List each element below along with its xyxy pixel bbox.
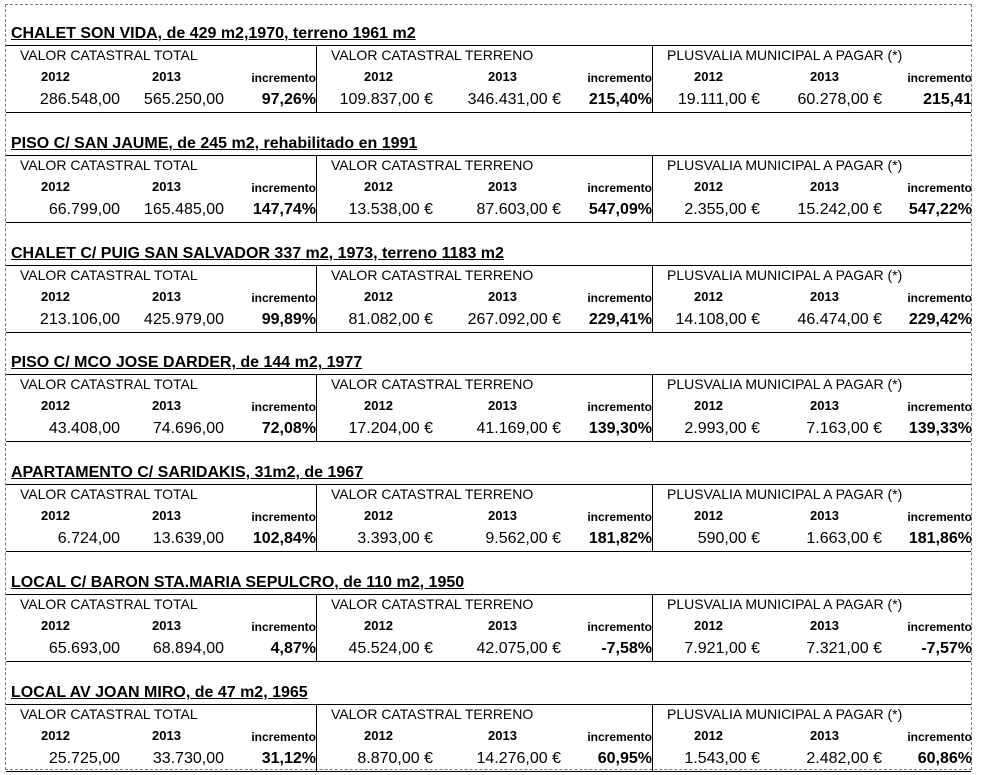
valor-catastral-total-section: [6, 705, 316, 771]
section-header: VALOR CATASTRAL TOTAL: [20, 486, 198, 503]
plusvalia-2012-value: 1.543,00 €: [684, 749, 760, 767]
valor-catastral-terreno-section: [316, 595, 652, 661]
terreno-increment-value: 60,95%: [597, 749, 652, 767]
plusvalia-increment-value: 215,41: [923, 91, 972, 108]
total-increment-value: 147,74%: [252, 200, 316, 218]
year-2012-label: 2012: [364, 618, 393, 633]
plusvalia-2012-value: 2.993,00 €: [684, 420, 760, 438]
total-increment-value: 31,12%: [261, 749, 316, 767]
incremento-label: incremento: [587, 400, 652, 415]
plusvalia-2013-value: 60.278,00 €: [797, 91, 882, 108]
plusvalia-2012-value: 590,00 €: [697, 530, 760, 548]
total-2013-value: 165.485,00: [143, 200, 224, 218]
plusvalia-section: [652, 46, 972, 112]
total-2012-value: 43.408,00: [48, 420, 120, 438]
year-2013-label: 2013: [152, 508, 181, 524]
incremento-label: incremento: [907, 180, 972, 195]
values-table: [6, 265, 971, 333]
valor-catastral-total-section: [6, 595, 316, 661]
incremento-label: incremento: [251, 71, 316, 85]
plusvalia-2013-value: 2.482,00 €: [806, 749, 882, 767]
valor-catastral-total-section: [6, 156, 316, 222]
terreno-2013-value: 14.276,00 €: [476, 749, 561, 767]
property-title: APARTAMENTO C/ SARIDAKIS, 31m2, de 1967: [11, 464, 364, 482]
section-header: VALOR CATASTRAL TOTAL: [20, 156, 198, 173]
year-2012-label: 2012: [364, 178, 393, 194]
year-2012-label: 2012: [41, 178, 70, 194]
total-2012-value: 25.725,00: [48, 749, 120, 767]
section-header: VALOR CATASTRAL TERRENO: [331, 705, 534, 722]
total-increment-value: 99,89%: [261, 310, 316, 328]
total-2012-value: 286.548,00: [39, 91, 120, 108]
plusvalia-increment-value: 139,33%: [908, 420, 972, 438]
plusvalia-increment-value: 60,86%: [917, 749, 972, 767]
section-header: PLUSVALIA MUNICIPAL A PAGAR (*): [667, 376, 903, 393]
terreno-2012-value: 13.538,00 €: [348, 200, 433, 218]
section-header: VALOR CATASTRAL TERRENO: [331, 266, 534, 283]
total-2013-value: 68.894,00: [152, 640, 224, 657]
terreno-2013-value: 42.075,00 €: [476, 640, 561, 657]
terreno-2012-value: 17.204,00 €: [348, 420, 433, 438]
year-2012-label: 2012: [364, 398, 393, 414]
section-header: VALOR CATASTRAL TOTAL: [20, 266, 198, 283]
year-2013-label: 2013: [488, 508, 517, 524]
section-header: VALOR CATASTRAL TOTAL: [20, 596, 198, 612]
values-table: [6, 594, 971, 662]
section-header: VALOR CATASTRAL TOTAL: [20, 376, 198, 393]
year-2013-label: 2013: [810, 178, 839, 194]
incremento-label: incremento: [907, 71, 972, 85]
incremento-label: incremento: [587, 620, 652, 634]
year-2012-label: 2012: [694, 618, 723, 633]
year-2012-label: 2012: [694, 69, 723, 84]
year-2013-label: 2013: [152, 727, 181, 743]
plusvalia-section: [652, 595, 972, 661]
year-2013-label: 2013: [152, 398, 181, 414]
valor-catastral-total-section: [6, 46, 316, 112]
values-table: [6, 374, 971, 442]
year-2013-label: 2013: [488, 178, 517, 194]
year-2012-label: 2012: [41, 508, 70, 524]
section-header: VALOR CATASTRAL TERRENO: [331, 47, 534, 63]
section-header: VALOR CATASTRAL TOTAL: [20, 705, 198, 722]
year-2012-label: 2012: [364, 508, 393, 524]
valor-catastral-terreno-section: [316, 46, 652, 112]
terreno-increment-value: 215,40%: [588, 91, 652, 108]
year-2013-label: 2013: [810, 288, 839, 304]
plusvalia-2012-value: 2.355,00 €: [684, 200, 760, 218]
property-block: [6, 554, 971, 664]
section-header: VALOR CATASTRAL TERRENO: [331, 596, 534, 612]
year-2013-label: 2013: [488, 288, 517, 304]
property-block: [6, 5, 971, 115]
year-2013-label: 2013: [152, 69, 181, 84]
year-2013-label: 2013: [488, 618, 517, 633]
incremento-label: incremento: [587, 71, 652, 85]
incremento-label: incremento: [907, 290, 972, 305]
total-2012-value: 6.724,00: [57, 530, 120, 548]
property-title: LOCAL AV JOAN MIRO, de 47 m2, 1965: [11, 683, 308, 701]
terreno-increment-value: 181,82%: [588, 530, 652, 548]
terreno-increment-value: 139,30%: [588, 420, 652, 438]
plusvalia-section: [652, 375, 972, 441]
year-2013-label: 2013: [152, 288, 181, 304]
total-2013-value: 425.979,00: [143, 310, 224, 328]
property-title: PISO C/ MCO JOSE DARDER, de 144 m2, 1977: [11, 354, 363, 372]
valor-catastral-total-section: [6, 375, 316, 441]
year-2012-label: 2012: [41, 398, 70, 414]
terreno-2012-value: 81.082,00 €: [348, 310, 433, 328]
terreno-2013-value: 346.431,00 €: [467, 91, 561, 108]
section-header: VALOR CATASTRAL TERRENO: [331, 376, 534, 393]
year-2012-label: 2012: [364, 727, 393, 743]
plusvalia-2012-value: 19.111,00 €: [677, 91, 760, 108]
valor-catastral-total-section: [6, 266, 316, 332]
plusvalia-2013-value: 1.663,00 €: [806, 530, 882, 548]
total-increment-value: 4,87%: [270, 640, 316, 657]
year-2013-label: 2013: [810, 618, 839, 633]
valor-catastral-terreno-section: [316, 266, 652, 332]
property-title: PISO C/ SAN JAUME, de 245 m2, rehabilitado en 1991: [11, 134, 418, 152]
valor-catastral-terreno-section: [316, 375, 652, 441]
year-2013-label: 2013: [488, 398, 517, 414]
plusvalia-section: [652, 266, 972, 332]
terreno-increment-value: -7,58%: [601, 640, 652, 657]
incremento-label: incremento: [251, 510, 316, 525]
incremento-label: incremento: [251, 180, 316, 195]
terreno-2012-value: 3.393,00 €: [357, 530, 433, 548]
terreno-increment-value: 229,41%: [588, 310, 652, 328]
property-block: [6, 664, 971, 774]
terreno-2012-value: 109.837,00 €: [339, 91, 433, 108]
year-2012-label: 2012: [694, 727, 723, 743]
incremento-label: incremento: [251, 290, 316, 305]
property-block: [6, 444, 971, 554]
section-header: PLUSVALIA MUNICIPAL A PAGAR (*): [667, 705, 903, 722]
plusvalia-section: [652, 156, 972, 222]
plusvalia-2012-value: 14.108,00 €: [675, 310, 760, 328]
incremento-label: incremento: [587, 180, 652, 195]
year-2012-label: 2012: [41, 727, 70, 743]
incremento-label: incremento: [587, 729, 652, 744]
section-header: PLUSVALIA MUNICIPAL A PAGAR (*): [667, 156, 903, 173]
year-2012-label: 2012: [41, 288, 70, 304]
valor-catastral-terreno-section: [316, 485, 652, 551]
year-2012-label: 2012: [364, 69, 393, 84]
plusvalia-2013-value: 46.474,00 €: [797, 310, 882, 328]
year-2012-label: 2012: [694, 508, 723, 524]
plusvalia-increment-value: 229,42%: [908, 310, 972, 328]
property-title: CHALET SON VIDA, de 429 m2,1970, terreno 1961 m2: [11, 25, 416, 42]
plusvalia-increment-value: -7,57%: [921, 640, 972, 657]
terreno-2013-value: 41.169,00 €: [476, 420, 561, 438]
incremento-label: incremento: [907, 620, 972, 634]
values-table: [6, 484, 971, 552]
property-title: CHALET C/ PUIG SAN SALVADOR 337 m2, 1973, terreno 1183 m2: [11, 244, 504, 262]
total-2012-value: 65.693,00: [48, 640, 120, 657]
total-2013-value: 33.730,00: [152, 749, 224, 767]
year-2013-label: 2013: [810, 727, 839, 743]
year-2012-label: 2012: [694, 288, 723, 304]
total-2013-value: 74.696,00: [152, 420, 224, 438]
year-2012-label: 2012: [364, 288, 393, 304]
valor-catastral-terreno-section: [316, 156, 652, 222]
plusvalia-increment-value: 547,22%: [908, 200, 972, 218]
year-2013-label: 2013: [488, 727, 517, 743]
total-2012-value: 213.106,00: [39, 310, 120, 328]
terreno-increment-value: 547,09%: [588, 200, 652, 218]
year-2013-label: 2013: [152, 178, 181, 194]
incremento-label: incremento: [587, 510, 652, 525]
terreno-2013-value: 9.562,00 €: [485, 530, 561, 548]
values-table: [6, 45, 971, 113]
plusvalia-section: [652, 485, 972, 551]
total-2012-value: 66.799,00: [48, 200, 120, 218]
total-increment-value: 72,08%: [261, 420, 316, 438]
section-header: PLUSVALIA MUNICIPAL A PAGAR (*): [667, 486, 903, 503]
spreadsheet: [5, 4, 972, 770]
year-2013-label: 2013: [810, 398, 839, 414]
valor-catastral-terreno-section: [316, 705, 652, 771]
section-header: VALOR CATASTRAL TOTAL: [20, 47, 198, 63]
section-header: VALOR CATASTRAL TERRENO: [331, 486, 534, 503]
year-2012-label: 2012: [694, 178, 723, 194]
year-2012-label: 2012: [41, 618, 70, 633]
section-header: PLUSVALIA MUNICIPAL A PAGAR (*): [667, 596, 903, 612]
year-2012-label: 2012: [694, 398, 723, 414]
year-2012-label: 2012: [41, 69, 70, 84]
total-increment-value: 97,26%: [261, 91, 316, 108]
incremento-label: incremento: [587, 290, 652, 305]
year-2013-label: 2013: [810, 69, 839, 84]
property-title: LOCAL C/ BARON STA.MARIA SEPULCRO, de 110 m2, 1950: [11, 574, 465, 591]
total-2013-value: 565.250,00: [143, 91, 224, 108]
year-2013-label: 2013: [488, 69, 517, 84]
incremento-label: incremento: [907, 400, 972, 415]
incremento-label: incremento: [907, 729, 972, 744]
section-header: PLUSVALIA MUNICIPAL A PAGAR (*): [667, 266, 903, 283]
section-header: PLUSVALIA MUNICIPAL A PAGAR (*): [667, 47, 903, 63]
total-increment-value: 102,84%: [252, 530, 316, 548]
year-2013-label: 2013: [152, 618, 181, 633]
plusvalia-2013-value: 7.321,00 €: [806, 640, 882, 657]
plusvalia-2013-value: 15.242,00 €: [797, 200, 882, 218]
values-table: [6, 704, 971, 772]
incremento-label: incremento: [907, 510, 972, 525]
valor-catastral-total-section: [6, 485, 316, 551]
section-header: VALOR CATASTRAL TERRENO: [331, 156, 534, 173]
plusvalia-2013-value: 7.163,00 €: [806, 420, 882, 438]
property-block: [6, 334, 971, 444]
terreno-2013-value: 267.092,00 €: [467, 310, 561, 328]
property-block: [6, 225, 971, 335]
property-block: [6, 115, 971, 225]
total-2013-value: 13.639,00: [152, 530, 224, 548]
plusvalia-section: [652, 705, 972, 771]
values-table: [6, 155, 971, 223]
plusvalia-2012-value: 7.921,00 €: [684, 640, 760, 657]
terreno-2012-value: 8.870,00 €: [357, 749, 433, 767]
year-2013-label: 2013: [810, 508, 839, 524]
incremento-label: incremento: [251, 620, 316, 634]
incremento-label: incremento: [251, 729, 316, 744]
terreno-2012-value: 45.524,00 €: [348, 640, 433, 657]
incremento-label: incremento: [251, 400, 316, 415]
plusvalia-increment-value: 181,86%: [908, 530, 972, 548]
terreno-2013-value: 87.603,00 €: [476, 200, 561, 218]
